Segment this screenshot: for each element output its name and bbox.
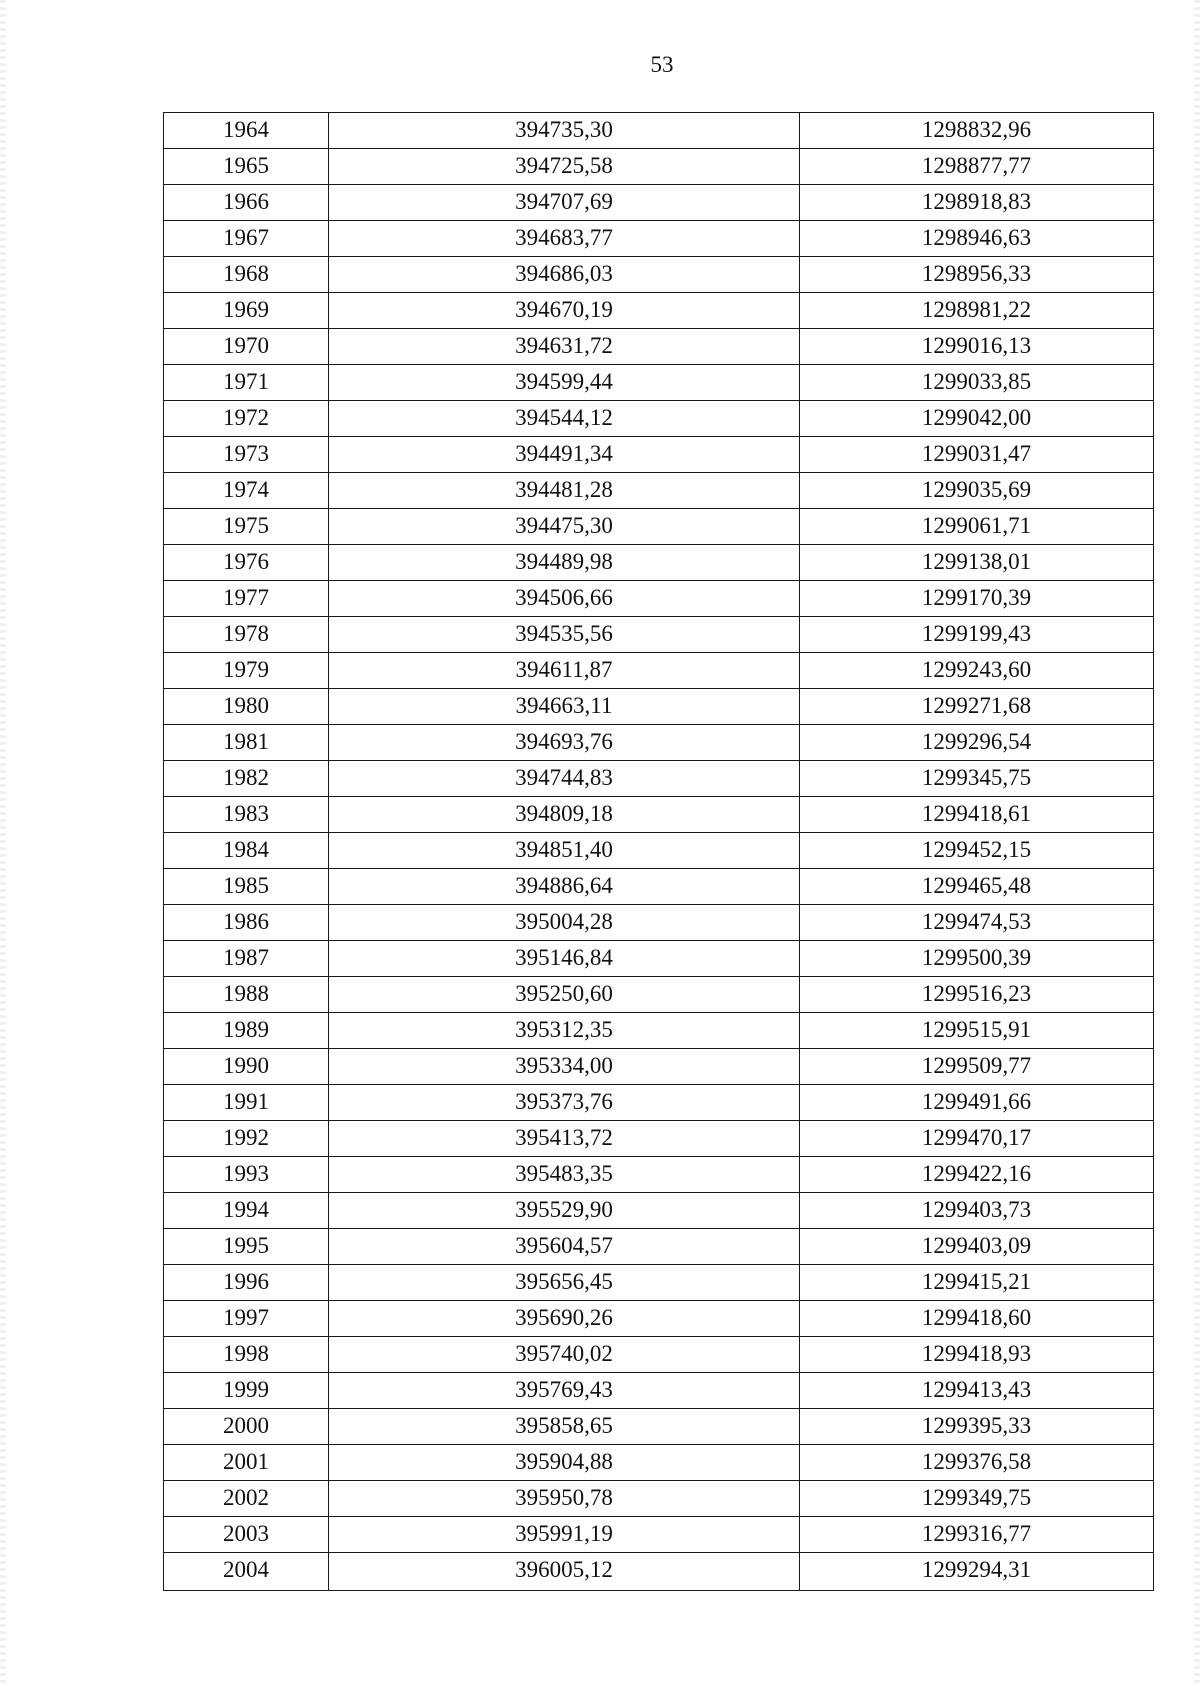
y-coordinate-cell: 1299403,09 bbox=[800, 1229, 1154, 1265]
page-number: 53 bbox=[650, 52, 674, 77]
table-row bbox=[164, 653, 1154, 689]
point-number-cell: 2002 bbox=[164, 1481, 329, 1517]
point-number-cell: 1995 bbox=[164, 1229, 329, 1265]
x-coordinate-cell: 395690,26 bbox=[329, 1301, 800, 1337]
x-coordinate-cell: 395312,35 bbox=[329, 1013, 800, 1049]
point-number-cell: 1983 bbox=[164, 797, 329, 833]
y-coordinate-cell: 1298956,33 bbox=[800, 257, 1154, 293]
y-coordinate-cell: 1298918,83 bbox=[800, 185, 1154, 221]
table-row bbox=[164, 473, 1154, 509]
y-coordinate-cell: 1299452,15 bbox=[800, 833, 1154, 869]
table-row bbox=[164, 329, 1154, 365]
x-coordinate-cell: 394544,12 bbox=[329, 401, 800, 437]
y-coordinate-cell: 1299491,66 bbox=[800, 1085, 1154, 1121]
x-coordinate-cell: 395146,84 bbox=[329, 941, 800, 977]
x-coordinate-cell: 395769,43 bbox=[329, 1373, 800, 1409]
point-number-cell: 1989 bbox=[164, 1013, 329, 1049]
y-coordinate-cell: 1299516,23 bbox=[800, 977, 1154, 1013]
table-row bbox=[164, 1481, 1154, 1517]
point-number-cell: 1965 bbox=[164, 149, 329, 185]
x-coordinate-cell: 395991,19 bbox=[329, 1517, 800, 1553]
point-number-cell: 1967 bbox=[164, 221, 329, 257]
table-row bbox=[164, 401, 1154, 437]
x-coordinate-cell: 394744,83 bbox=[329, 761, 800, 797]
y-coordinate-cell: 1299170,39 bbox=[800, 581, 1154, 617]
point-number-cell: 2001 bbox=[164, 1445, 329, 1481]
x-coordinate-cell: 395740,02 bbox=[329, 1337, 800, 1373]
y-coordinate-cell: 1299349,75 bbox=[800, 1481, 1154, 1517]
table-row bbox=[164, 1553, 1154, 1591]
x-coordinate-cell: 394631,72 bbox=[329, 329, 800, 365]
table-row bbox=[164, 365, 1154, 401]
x-coordinate-cell: 395250,60 bbox=[329, 977, 800, 1013]
y-coordinate-cell: 1299515,91 bbox=[800, 1013, 1154, 1049]
point-number-cell: 1996 bbox=[164, 1265, 329, 1301]
table-row bbox=[164, 581, 1154, 617]
y-coordinate-cell: 1299035,69 bbox=[800, 473, 1154, 509]
table-row bbox=[164, 977, 1154, 1013]
x-coordinate-cell: 394611,87 bbox=[329, 653, 800, 689]
table-row bbox=[164, 437, 1154, 473]
y-coordinate-cell: 1299415,21 bbox=[800, 1265, 1154, 1301]
x-coordinate-cell: 394693,76 bbox=[329, 725, 800, 761]
y-coordinate-cell: 1299474,53 bbox=[800, 905, 1154, 941]
y-coordinate-cell: 1299509,77 bbox=[800, 1049, 1154, 1085]
y-coordinate-cell: 1299500,39 bbox=[800, 941, 1154, 977]
table-row bbox=[164, 545, 1154, 581]
y-coordinate-cell: 1298946,63 bbox=[800, 221, 1154, 257]
point-number-cell: 1988 bbox=[164, 977, 329, 1013]
table-row bbox=[164, 113, 1154, 149]
x-coordinate-cell: 394886,64 bbox=[329, 869, 800, 905]
point-number-cell: 1977 bbox=[164, 581, 329, 617]
point-number-cell: 1978 bbox=[164, 617, 329, 653]
scan-edge-right bbox=[1194, 0, 1200, 1686]
x-coordinate-cell: 395604,57 bbox=[329, 1229, 800, 1265]
table-row bbox=[164, 905, 1154, 941]
x-coordinate-cell: 394707,69 bbox=[329, 185, 800, 221]
table-row bbox=[164, 1373, 1154, 1409]
x-coordinate-cell: 394686,03 bbox=[329, 257, 800, 293]
table-row bbox=[164, 293, 1154, 329]
table-row bbox=[164, 1301, 1154, 1337]
x-coordinate-cell: 394725,58 bbox=[329, 149, 800, 185]
x-coordinate-cell: 394506,66 bbox=[329, 581, 800, 617]
x-coordinate-cell: 394489,98 bbox=[329, 545, 800, 581]
y-coordinate-cell: 1299395,33 bbox=[800, 1409, 1154, 1445]
y-coordinate-cell: 1298832,96 bbox=[800, 113, 1154, 149]
point-number-cell: 1975 bbox=[164, 509, 329, 545]
table-row bbox=[164, 509, 1154, 545]
point-number-cell: 2003 bbox=[164, 1517, 329, 1553]
y-coordinate-cell: 1299418,61 bbox=[800, 797, 1154, 833]
x-coordinate-cell: 395334,00 bbox=[329, 1049, 800, 1085]
table-row bbox=[164, 941, 1154, 977]
x-coordinate-cell: 395858,65 bbox=[329, 1409, 800, 1445]
point-number-cell: 1999 bbox=[164, 1373, 329, 1409]
x-coordinate-cell: 394663,11 bbox=[329, 689, 800, 725]
table-row bbox=[164, 149, 1154, 185]
point-number-cell: 1992 bbox=[164, 1121, 329, 1157]
table-row bbox=[164, 689, 1154, 725]
x-coordinate-cell: 394491,34 bbox=[329, 437, 800, 473]
point-number-cell: 1993 bbox=[164, 1157, 329, 1193]
point-number-cell: 1979 bbox=[164, 653, 329, 689]
scan-edge-left bbox=[0, 0, 6, 1686]
x-coordinate-cell: 395950,78 bbox=[329, 1481, 800, 1517]
table-row bbox=[164, 257, 1154, 293]
point-number-cell: 1991 bbox=[164, 1085, 329, 1121]
y-coordinate-cell: 1299422,16 bbox=[800, 1157, 1154, 1193]
x-coordinate-cell: 395373,76 bbox=[329, 1085, 800, 1121]
point-number-cell: 1998 bbox=[164, 1337, 329, 1373]
table-row bbox=[164, 1265, 1154, 1301]
y-coordinate-cell: 1299376,58 bbox=[800, 1445, 1154, 1481]
point-number-cell: 1964 bbox=[164, 113, 329, 149]
table-row bbox=[164, 221, 1154, 257]
y-coordinate-cell: 1299199,43 bbox=[800, 617, 1154, 653]
table-row bbox=[164, 1049, 1154, 1085]
x-coordinate-cell: 394735,30 bbox=[329, 113, 800, 149]
y-coordinate-cell: 1299042,00 bbox=[800, 401, 1154, 437]
point-number-cell: 1966 bbox=[164, 185, 329, 221]
table-row bbox=[164, 1193, 1154, 1229]
x-coordinate-cell: 395904,88 bbox=[329, 1445, 800, 1481]
table-row bbox=[164, 797, 1154, 833]
x-coordinate-cell: 394851,40 bbox=[329, 833, 800, 869]
point-number-cell: 1980 bbox=[164, 689, 329, 725]
y-coordinate-cell: 1299465,48 bbox=[800, 869, 1154, 905]
table-row bbox=[164, 1445, 1154, 1481]
point-number-cell: 1970 bbox=[164, 329, 329, 365]
y-coordinate-cell: 1298981,22 bbox=[800, 293, 1154, 329]
point-number-cell: 1972 bbox=[164, 401, 329, 437]
table-row bbox=[164, 1121, 1154, 1157]
coordinate-table bbox=[163, 112, 1154, 1591]
x-coordinate-cell: 395529,90 bbox=[329, 1193, 800, 1229]
table-row bbox=[164, 185, 1154, 221]
x-coordinate-cell: 394475,30 bbox=[329, 509, 800, 545]
y-coordinate-cell: 1299294,31 bbox=[800, 1553, 1154, 1591]
y-coordinate-cell: 1299033,85 bbox=[800, 365, 1154, 401]
table-row bbox=[164, 1229, 1154, 1265]
y-coordinate-cell: 1299061,71 bbox=[800, 509, 1154, 545]
y-coordinate-cell: 1299271,68 bbox=[800, 689, 1154, 725]
x-coordinate-cell: 395483,35 bbox=[329, 1157, 800, 1193]
x-coordinate-cell: 395656,45 bbox=[329, 1265, 800, 1301]
point-number-cell: 1984 bbox=[164, 833, 329, 869]
x-coordinate-cell: 395413,72 bbox=[329, 1121, 800, 1157]
table-row bbox=[164, 1013, 1154, 1049]
y-coordinate-cell: 1299138,01 bbox=[800, 545, 1154, 581]
x-coordinate-cell: 395004,28 bbox=[329, 905, 800, 941]
point-number-cell: 1997 bbox=[164, 1301, 329, 1337]
y-coordinate-cell: 1299243,60 bbox=[800, 653, 1154, 689]
point-number-cell: 1994 bbox=[164, 1193, 329, 1229]
y-coordinate-cell: 1298877,77 bbox=[800, 149, 1154, 185]
point-number-cell: 1976 bbox=[164, 545, 329, 581]
point-number-cell: 1973 bbox=[164, 437, 329, 473]
y-coordinate-cell: 1299316,77 bbox=[800, 1517, 1154, 1553]
x-coordinate-cell: 394481,28 bbox=[329, 473, 800, 509]
y-coordinate-cell: 1299418,93 bbox=[800, 1337, 1154, 1373]
table-row bbox=[164, 1085, 1154, 1121]
point-number-cell: 1981 bbox=[164, 725, 329, 761]
point-number-cell: 1971 bbox=[164, 365, 329, 401]
coordinate-table-body bbox=[164, 113, 1154, 1591]
y-coordinate-cell: 1299403,73 bbox=[800, 1193, 1154, 1229]
table-row bbox=[164, 1157, 1154, 1193]
y-coordinate-cell: 1299470,17 bbox=[800, 1121, 1154, 1157]
table-row bbox=[164, 617, 1154, 653]
y-coordinate-cell: 1299031,47 bbox=[800, 437, 1154, 473]
point-number-cell: 1990 bbox=[164, 1049, 329, 1085]
point-number-cell: 1986 bbox=[164, 905, 329, 941]
point-number-cell: 1968 bbox=[164, 257, 329, 293]
table-row bbox=[164, 1409, 1154, 1445]
x-coordinate-cell: 396005,12 bbox=[329, 1553, 800, 1591]
x-coordinate-cell: 394683,77 bbox=[329, 221, 800, 257]
y-coordinate-cell: 1299418,60 bbox=[800, 1301, 1154, 1337]
x-coordinate-cell: 394809,18 bbox=[329, 797, 800, 833]
x-coordinate-cell: 394535,56 bbox=[329, 617, 800, 653]
table-row bbox=[164, 1517, 1154, 1553]
point-number-cell: 1985 bbox=[164, 869, 329, 905]
x-coordinate-cell: 394670,19 bbox=[329, 293, 800, 329]
point-number-cell: 1974 bbox=[164, 473, 329, 509]
y-coordinate-cell: 1299016,13 bbox=[800, 329, 1154, 365]
point-number-cell: 1982 bbox=[164, 761, 329, 797]
table-row bbox=[164, 725, 1154, 761]
table-row bbox=[164, 1337, 1154, 1373]
table-row bbox=[164, 869, 1154, 905]
point-number-cell: 1987 bbox=[164, 941, 329, 977]
point-number-cell: 2000 bbox=[164, 1409, 329, 1445]
y-coordinate-cell: 1299296,54 bbox=[800, 725, 1154, 761]
y-coordinate-cell: 1299345,75 bbox=[800, 761, 1154, 797]
point-number-cell: 2004 bbox=[164, 1553, 329, 1591]
y-coordinate-cell: 1299413,43 bbox=[800, 1373, 1154, 1409]
point-number-cell: 1969 bbox=[164, 293, 329, 329]
x-coordinate-cell: 394599,44 bbox=[329, 365, 800, 401]
table-row bbox=[164, 761, 1154, 797]
table-row bbox=[164, 833, 1154, 869]
